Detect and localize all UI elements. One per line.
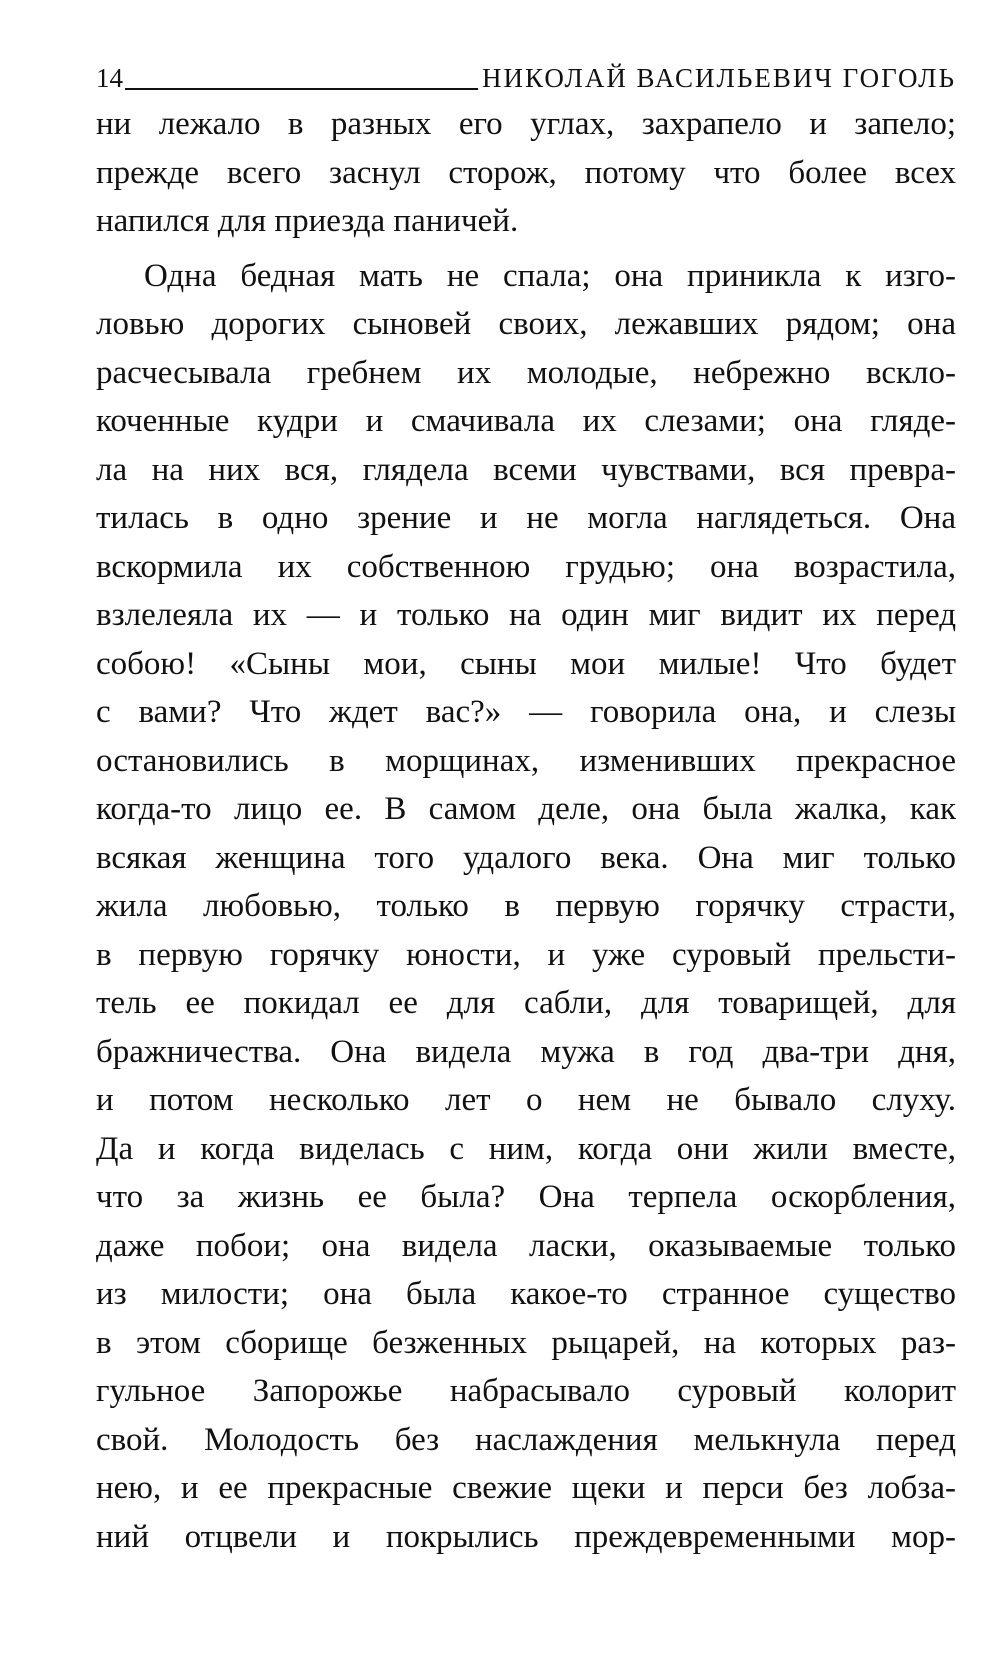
text-line: ла на них вся, глядела всеми чувствами, вся превра- [96,451,956,488]
text-line: тель ее покидал ее для сабли, для товарищей, для [96,985,956,1021]
text-line: коченные кудри и смачивала их слезами; она гляде- [96,403,956,439]
text-line: напился для приезда паничей. [96,203,519,239]
text-line: тилась в одно зрение и не могла наглядеться. Она [96,500,956,536]
text-line: расчесывала гребнем их молодые, небрежно вскло- [96,354,956,391]
text-line: гульное Запорожье набрасывало суровый колорит [96,1373,956,1409]
header-rule [125,88,478,90]
text-line: что за жизнь ее была? Она терпела оскорбления, [96,1179,956,1215]
book-page [96,56,956,1561]
page-number: 14 [96,63,123,93]
text-line: свой. Молодость без наслаждения мелькнула перед [96,1421,956,1458]
text-line: и потом несколько лет о нем не бывало слуху. [96,1082,956,1118]
text-line: в первую горячку юности, и уже суровый прельсти- [96,936,956,973]
text-line: бражничества. Она видела мужа в год два-три дня, [96,1033,956,1070]
text-line: нею, и ее прекрасные свежие щеки и перси без лобза- [96,1470,956,1506]
text-line: вскормила их собственною грудью; она возрастила, [96,548,956,585]
text-line: из милости; она была какое-то странное существо [96,1276,956,1312]
author-name: НИКОЛАЙ ВАСИЛЬЕВИЧ ГОГОЛЬ [482,63,956,93]
text-line: взлелеяла их — и только на один миг видит их перед [96,597,956,633]
text-line: с вами? Что ждет вас?» — говорила она, и слезы [96,694,956,730]
text-line: прежде всего заснул сторож, потому что более всех [96,154,956,191]
text-line: Да и когда виделась с ним, когда они жили вместе, [96,1130,956,1167]
text-line: даже побои; она видела ласки, оказываемые только [96,1227,956,1264]
text-line: Одна бедная мать не спала; она приникла к изго- [144,257,956,294]
running-head [96,56,956,92]
text-line: всякая женщина того удалого века. Она миг только [96,839,956,876]
text-line: остановились в морщинах, изменивших прекрасное [96,742,956,779]
paragraph-2 [96,252,956,1562]
body-text [96,100,956,1561]
text-line: собою! «Сыны мои, сыны мои милые! Что будет [96,645,956,682]
text-line: ловью дорогих сыновей своих, лежавших рядом; она [96,306,956,342]
text-line: когда-то лицо ее. В самом деле, она была жалка, как [96,791,956,827]
text-line: ни лежало в разных его углах, захрапело и запело; [96,106,956,142]
text-line: в этом сборище безженных рыцарей, на которых раз- [96,1324,956,1361]
text-line: жила любовью, только в первую горячку страсти, [96,888,956,924]
paragraph-1 [96,100,956,246]
text-line: ний отцвели и покрылись преждевременными мор- [96,1518,956,1555]
